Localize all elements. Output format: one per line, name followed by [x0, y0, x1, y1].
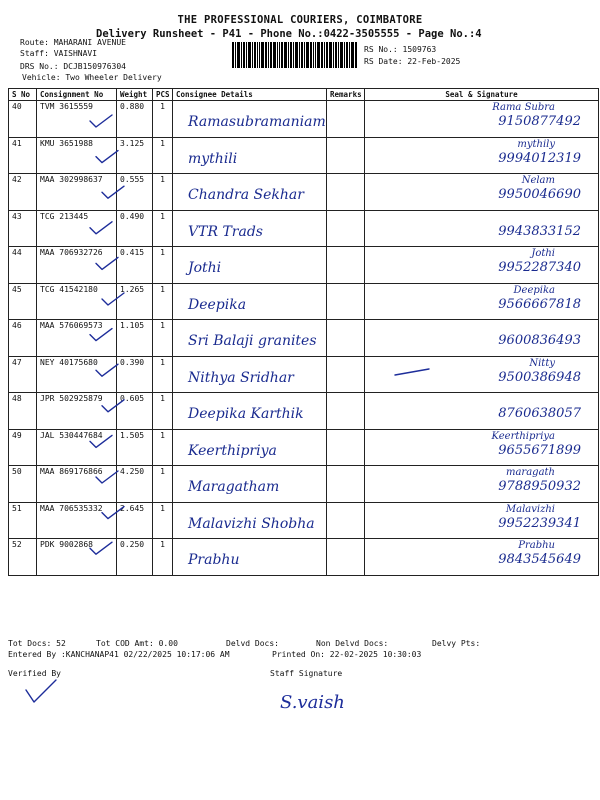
signature-phone: 9566667818	[498, 296, 581, 312]
row-weight: 0.490	[117, 210, 153, 247]
delvd-docs: Delvd Docs:	[226, 639, 279, 648]
row-pcs: 1	[153, 210, 173, 247]
non-delvd-docs: Non Delvd Docs:	[316, 639, 389, 648]
signature-phone: 9950046690	[498, 187, 581, 202]
row-sno: 43	[9, 210, 37, 247]
row-pcs: 1	[153, 320, 173, 357]
consignee-handwritten-name: Nithya Sridhar	[188, 369, 294, 386]
signature-name: Prabhu	[518, 540, 555, 551]
row-weight: 1.505	[117, 429, 153, 466]
signature-name: Nelam	[521, 175, 555, 186]
col-seal-header: Seal & Signature	[365, 89, 599, 101]
signature-phone: 9952239341	[498, 515, 581, 531]
col-consignee-header: Consignee Details	[173, 89, 327, 101]
row-pcs: 1	[153, 137, 173, 174]
delivered-check-mark	[102, 186, 124, 198]
row-consignment-no: NEY 40175680	[37, 356, 117, 393]
signature-name: Rama Subra	[492, 102, 555, 113]
row-sno: 50	[9, 466, 37, 503]
delivered-check-mark	[96, 151, 118, 163]
row-weight: 1.105	[117, 320, 153, 357]
row-weight: 0.555	[117, 174, 153, 211]
delivered-check-mark	[96, 257, 118, 269]
printed-on: Printed On: 22-02-2025 10:30:03	[272, 650, 422, 659]
signature-phone: 9655671899	[498, 442, 581, 458]
consignee-handwritten-name: Chandra Sekhar	[188, 187, 304, 203]
row-sno: 40	[9, 101, 37, 138]
staff-signature-label: Staff Signature	[270, 669, 343, 678]
row-pcs: 1	[153, 356, 173, 393]
delivered-check-mark	[90, 115, 112, 127]
row-pcs: 1	[153, 393, 173, 430]
col-remarks-header: Remarks	[327, 89, 365, 101]
consignee-handwritten-name: Sri Balaji granites	[188, 333, 317, 349]
signature-phone: 9843545649	[498, 552, 581, 567]
row-consignment-no: MAA 706932726	[37, 247, 117, 284]
signature-name: Keerthipriya	[491, 430, 555, 442]
delivered-check-mark	[96, 471, 118, 483]
consignee-handwritten-name: Deepika	[188, 296, 247, 313]
signature-name: Jothi	[531, 248, 555, 259]
staff-label: Staff: VAISHNAVI	[20, 49, 98, 58]
row-pcs: 1	[153, 101, 173, 138]
row-pcs: 1	[153, 502, 173, 539]
signature-name: Deepika	[513, 284, 555, 296]
route-label: Route: MAHARANI AVENUE	[20, 38, 126, 47]
signature-phone: 9600836493	[498, 333, 581, 348]
row-sno: 42	[9, 174, 37, 211]
row-pcs: 1	[153, 539, 173, 576]
row-sno: 46	[9, 320, 37, 357]
row-sno: 49	[9, 429, 37, 466]
row-sno: 47	[9, 356, 37, 393]
signature-phone: 9943833152	[498, 223, 581, 239]
row-sno: 41	[9, 137, 37, 174]
col-weight-header: Weight	[117, 89, 153, 101]
consignee-handwritten-name: Jothi	[188, 260, 222, 276]
row-consignment-no: MAA 302998637	[37, 174, 117, 211]
col-pcs-header: PCS	[153, 89, 173, 101]
company-title: THE PROFESSIONAL COURIERS, COIMBATORE	[177, 14, 423, 26]
row-consignment-no: JAL 530447684	[37, 429, 117, 466]
row-consignment-no: TCG 41542180	[37, 283, 117, 320]
consignee-handwritten-name: Ramasubramaniam	[188, 114, 326, 130]
row-sno: 51	[9, 502, 37, 539]
row-weight: 0.605	[117, 393, 153, 430]
verified-check-mark	[26, 680, 56, 702]
row-pcs: 1	[153, 247, 173, 284]
row-consignment-no: MAA 706535332	[37, 502, 117, 539]
consignee-handwritten-name: VTR Trads	[188, 223, 263, 240]
signature-phone: 9150877492	[498, 114, 581, 129]
consignee-handwritten-name: Keerthipriya	[188, 442, 277, 459]
delivered-check-mark	[90, 222, 112, 234]
staff-signature-ink: S.vaish	[280, 692, 345, 713]
row-consignment-no: TVM 3615559	[37, 101, 117, 138]
signature-phone: 9994012319	[498, 150, 581, 166]
row-consignment-no: PDK 9002868	[37, 539, 117, 576]
col-sno-header: S No	[9, 89, 37, 101]
row-weight: 0.880	[117, 101, 153, 138]
delivered-check-mark	[102, 400, 124, 412]
consignee-handwritten-name: Deepika Karthik	[188, 406, 304, 422]
row-weight: 0.415	[117, 247, 153, 284]
row-consignment-no: MAA 869176866	[37, 466, 117, 503]
delvy-pts: Delvy Pts:	[432, 639, 481, 648]
row-pcs: 1	[153, 466, 173, 503]
row-weight: 0.390	[117, 356, 153, 393]
signature-phone: 9952287340	[498, 260, 581, 275]
delivered-check-mark	[102, 507, 124, 519]
signature-name: mythily	[517, 138, 555, 150]
signature-phone: 8760638057	[498, 406, 581, 421]
verified-by-label: Verified By	[8, 669, 61, 678]
tot-cod-amt: Tot COD Amt: 0.00	[96, 639, 178, 648]
signature-name: Malavizhi	[505, 503, 555, 515]
row-pcs: 1	[153, 174, 173, 211]
rs-date: RS Date: 22-Feb-2025	[364, 57, 461, 66]
tot-docs: Tot Docs: 52	[8, 639, 66, 648]
row-sno: 52	[9, 539, 37, 576]
consignee-handwritten-name: Prabhu	[188, 552, 240, 568]
col-consignment-header: Consignment No	[37, 89, 117, 101]
row-weight: 2.645	[117, 502, 153, 539]
signature-name: maragath	[505, 467, 555, 478]
rs-number: RS No.: 1509763	[364, 45, 437, 54]
delivered-check-mark	[90, 542, 112, 554]
row-weight: 3.125	[117, 137, 153, 174]
row-sno: 48	[9, 393, 37, 430]
consignee-handwritten-name: Malavizhi Shobha	[188, 515, 315, 532]
row-consignment-no: KMU 3651988	[37, 137, 117, 174]
consignee-handwritten-name: mythili	[188, 150, 238, 167]
delivered-check-mark	[96, 364, 118, 376]
row-consignment-no: MAA 576069573	[37, 320, 117, 357]
row-weight: 0.250	[117, 539, 153, 576]
row-sno: 45	[9, 283, 37, 320]
runsheet-title: Delivery Runsheet - P41 - Phone No.:0422-3505555 - Page No.:4	[96, 28, 482, 40]
row-weight: 1.265	[117, 283, 153, 320]
signature-name: Nitty	[529, 357, 555, 369]
drs-number: DRS No.: DCJB150976304	[20, 62, 126, 71]
row-pcs: 1	[153, 283, 173, 320]
row-consignment-no: TCG 213445	[37, 210, 117, 247]
row-consignment-no: JPR 502925879	[37, 393, 117, 430]
delivered-check-mark	[90, 435, 112, 447]
entered-by: Entered By :KANCHANAP41 02/22/2025 10:17:06 AM	[8, 650, 230, 659]
consignee-handwritten-name: Maragatham	[188, 479, 280, 495]
delivered-check-mark	[102, 293, 124, 305]
delivered-check-mark	[90, 329, 112, 341]
row-pcs: 1	[153, 429, 173, 466]
signature-phone: 9500386948	[498, 369, 581, 385]
row-weight: 4.250	[117, 466, 153, 503]
signature-phone: 9788950932	[498, 479, 581, 494]
seal-dash-mark	[395, 369, 429, 375]
row-sno: 44	[9, 247, 37, 284]
vehicle-label: Vehicle: Two Wheeler Delivery	[22, 73, 162, 82]
